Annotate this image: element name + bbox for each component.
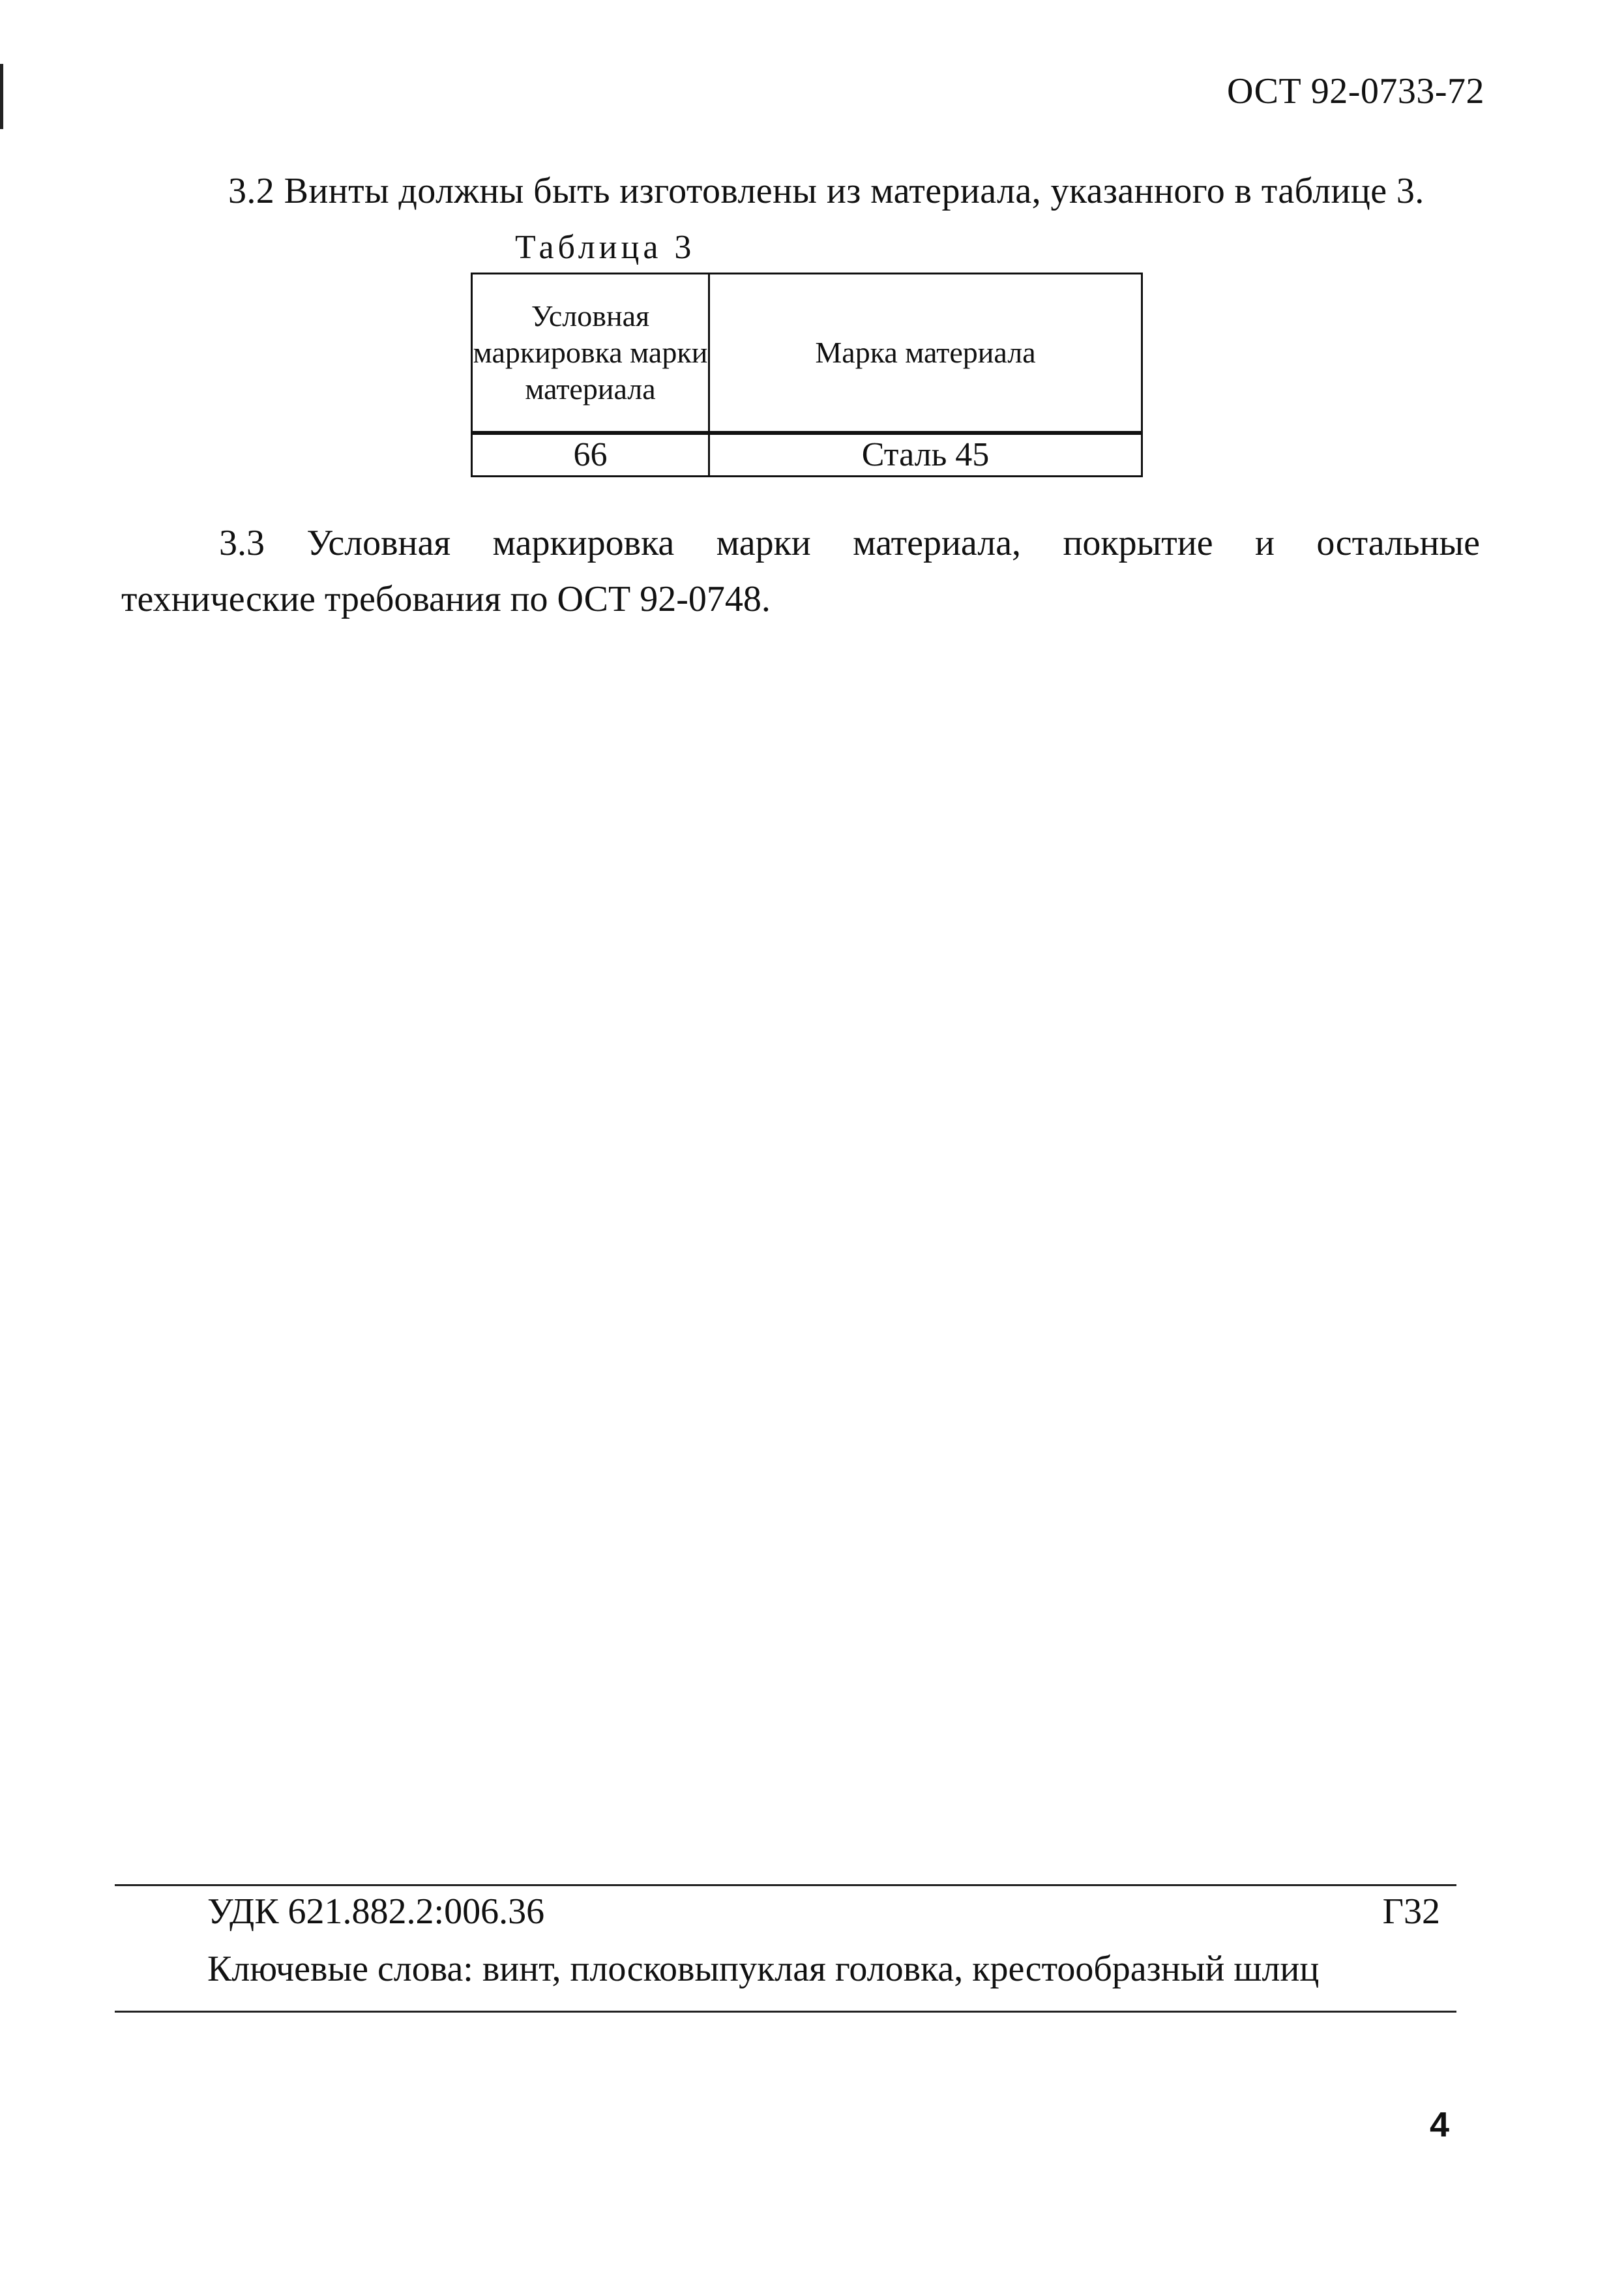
cell-material-code: 66	[472, 433, 709, 477]
keywords-line: Ключевые слова: винт, плосковыпуклая головка, крестообразный шлиц	[207, 1949, 1320, 1989]
classifier-code: Г32	[1382, 1891, 1440, 1932]
page-number: 4	[1429, 2105, 1449, 2144]
header-material-grade: Марка материала	[709, 274, 1142, 434]
table-row	[472, 433, 1142, 477]
footer-bottom-divider	[115, 2011, 1456, 2013]
paragraph-3-3-line-2: технические требования по ОСТ 92-0748.	[121, 579, 771, 619]
paragraph-3-3-line-1: 3.3 Условная маркировка марки материала, покрытие и остальные	[219, 523, 1480, 563]
table-header-row	[472, 274, 1142, 434]
page-edge-mark	[0, 64, 3, 129]
material-table	[471, 273, 1143, 477]
paragraph-3-3	[121, 516, 1480, 626]
header-material-code: Условная маркировка марки материала	[472, 274, 709, 434]
footer-top-divider	[115, 1884, 1456, 1886]
paragraph-3-2: 3.2 Винты должны быть изготовлены из материала, указанного в таблице 3.	[228, 171, 1425, 211]
udc-code: УДК 621.882.2:006.36	[207, 1891, 545, 1932]
cell-material-grade: Сталь 45	[709, 433, 1142, 477]
table-caption: Таблица 3	[515, 229, 696, 266]
document-code: ОСТ 92-0733-72	[1227, 71, 1484, 111]
